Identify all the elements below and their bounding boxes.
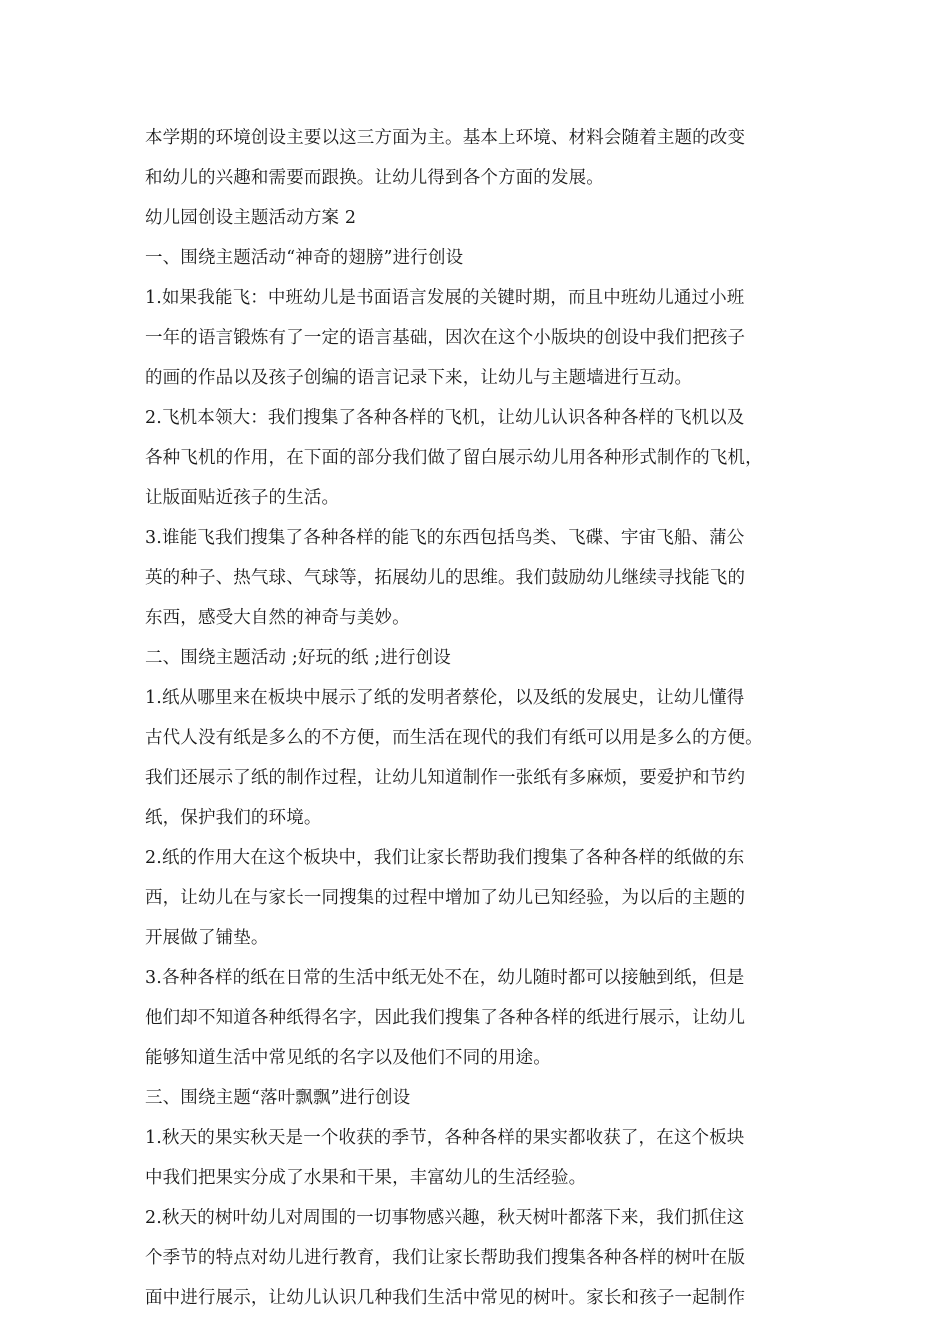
text-line: 本学期的环境创设主要以这三方面为主。基本上环境、材料会随着主题的改变 (145, 128, 746, 148)
text-line: 东西，感受大自然的神奇与美妙。 (145, 608, 410, 628)
text-line: 开展做了铺垫。 (145, 928, 269, 948)
section-heading: 二、围绕主题活动 ;好玩的纸 ;进行创设 (145, 648, 451, 668)
text-line: 面中进行展示，让幼儿认识几种我们生活中常见的树叶。家长和孩子一起制作 (145, 1288, 746, 1308)
document-body (145, 118, 815, 1318)
section-heading: 三、围绕主题“落叶飘飘”进行创设 (145, 1088, 411, 1108)
text-line: 中我们把果实分成了水果和干果，丰富幼儿的生活经验。 (145, 1168, 587, 1188)
text-line: 3.各种各样的纸在日常的生活中纸无处不在，幼儿随时都可以接触到纸，但是 (145, 968, 745, 988)
text-line: 纸，保护我们的环境。 (145, 808, 322, 828)
text-line: 各种飞机的作用，在下面的部分我们做了留白展示幼儿用各种形式制作的飞机， (145, 448, 763, 468)
text-line: 和幼儿的兴趣和需要而跟换。让幼儿得到各个方面的发展。 (145, 168, 604, 188)
text-line: 一年的语言锻炼有了一定的语言基础，因次在这个小版块的创设中我们把孩子 (145, 328, 746, 348)
text-line: 2.纸的作用大在这个板块中，我们让家长帮助我们搜集了各种各样的纸做的东 (145, 848, 745, 868)
text-line: 1.秋天的果实秋天是一个收获的季节，各种各样的果实都收获了，在这个板块 (145, 1128, 745, 1148)
text-line: 西，让幼儿在与家长一同搜集的过程中增加了幼儿已知经验，为以后的主题的 (145, 888, 746, 908)
text-line: 3.谁能飞我们搜集了各种各样的能飞的东西包括鸟类、飞碟、宇宙飞船、蒲公 (145, 528, 745, 548)
text-line: 让版面贴近孩子的生活。 (145, 488, 340, 508)
text-line: 1.如果我能飞：中班幼儿是书面语言发展的关键时期，而且中班幼儿通过小班 (145, 288, 745, 308)
text-line: 他们却不知道各种纸得名字，因此我们搜集了各种各样的纸进行展示，让幼儿 (145, 1008, 746, 1028)
text-line: 英的种子、热气球、气球等，拓展幼儿的思维。我们鼓励幼儿继续寻找能飞的 (145, 568, 746, 588)
text-line: 能够知道生活中常见纸的名字以及他们不同的用途。 (145, 1048, 551, 1068)
text-line: 2.秋天的树叶幼儿对周围的一切事物感兴趣，秋天树叶都落下来，我们抓住这 (145, 1208, 745, 1228)
section-heading: 一、围绕主题活动“神奇的翅膀”进行创设 (145, 248, 464, 268)
text-line: 古代人没有纸是多么的不方便，而生活在现代的我们有纸可以用是多么的方便。 (145, 728, 763, 748)
text-line: 个季节的特点对幼儿进行教育，我们让家长帮助我们搜集各种各样的树叶在版 (145, 1248, 746, 1268)
text-line: 2.飞机本领大：我们搜集了各种各样的飞机，让幼儿认识各种各样的飞机以及 (145, 408, 745, 428)
section-heading: 幼儿园创设主题活动方案 2 (145, 208, 357, 228)
text-line: 的画的作品以及孩子创编的语言记录下来，让幼儿与主题墙进行互动。 (145, 368, 693, 388)
text-line: 我们还展示了纸的制作过程，让幼儿知道制作一张纸有多麻烦，要爱护和节约 (145, 768, 746, 788)
text-line: 1.纸从哪里来在板块中展示了纸的发明者蔡伦，以及纸的发展史，让幼儿懂得 (145, 688, 745, 708)
